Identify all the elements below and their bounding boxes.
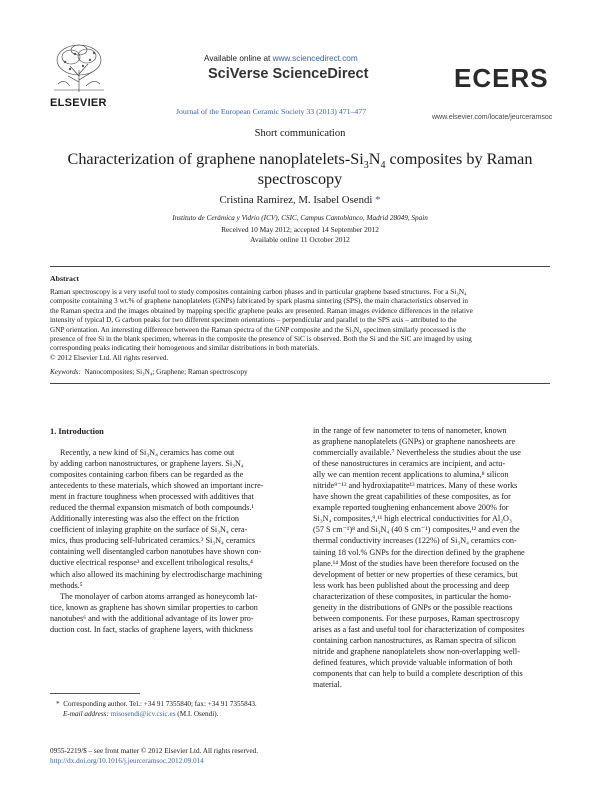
right-column <box>313 425 553 690</box>
text-line: ductive electrical response³ and excellent tribological results,⁴ <box>50 558 253 568</box>
abstract-line: Raman spectroscopy is a very useful tool to study composites containing carbon phases and in particular graphene based structures. For a Si₃N₄ <box>50 288 467 296</box>
text-line: Si₃N₄ composites,⁹,¹¹ high electrical conductivities for Al₂O₃ <box>313 514 512 524</box>
text-line: by adding carbon nanostructures, or graphene layers. Si₃N₄ <box>50 459 244 469</box>
text-line: defined features, which provide valuable information of both <box>313 657 513 667</box>
abstract-line: composite containing 3 wt.% of graphene nanoplatelets (GNPs) fabricated by spark plasma sintering (SPS), the main characteristics observed in <box>50 297 468 306</box>
elsevier-wordmark: ELSEVIER <box>50 97 107 109</box>
text-line: commercially available.⁷ Nevertheless the studies about the use <box>313 448 521 458</box>
corresponding-author-mark[interactable]: * <box>372 194 381 206</box>
text-line: composites containing carbon fibers can be regarded as the <box>50 470 244 480</box>
text-line: The monolayer of carbon atoms arranged as honeycomb lat- <box>60 591 258 601</box>
abstract-line: presence of free Si in the blank specimen, whereas in the composite the presence of SiC is observed. Both the Si and the SiC are imaged by using <box>50 335 472 344</box>
text-line: arises as a fast and useful tool for characterization of composites <box>313 624 525 634</box>
issn-line: 0955-2219/$ – see front matter © 2012 Elsevier Ltd. All rights reserved. <box>50 747 259 755</box>
footnote-rule <box>50 693 140 694</box>
abstract-line: © 2012 Elsevier Ltd. All rights reserved. <box>50 353 169 362</box>
text-line: which also allowed its machining by electrodischarge machining <box>50 569 262 579</box>
author-email-link[interactable]: misosendi@icv.csic.es <box>110 710 176 718</box>
svg-text:ECERS: ECERS <box>454 63 549 91</box>
text-line: Recently, a new kind of Si₃N₄ ceramics has come out <box>60 448 235 457</box>
text-line: methods.⁵ <box>50 580 83 590</box>
text-line: between components. For these purposes, Raman spectroscopy <box>313 613 520 623</box>
section-heading: 1. Introduction <box>50 427 104 436</box>
article-type: Short communication <box>254 128 346 139</box>
text-line: ally we can mention recent applications to alumina,⁸ silicon <box>313 470 509 480</box>
text-line: nitride and graphene nanoplatelets show non-overlapping well- <box>313 646 520 656</box>
text-line: thermal conductivity increases (122%) of Si₃N₄ ceramics con- <box>313 536 517 546</box>
abstract-heading: Abstract <box>50 274 80 283</box>
left-column <box>50 447 290 635</box>
text-line: in the range of few nanometer to tens of nanometer, known <box>313 426 507 435</box>
text-line: have shown the great capabilities of these composites, as for <box>313 492 511 502</box>
text-line: antecedents to these materials, which showed an important incre- <box>50 481 264 491</box>
abstract-body <box>50 288 550 363</box>
text-line: ment in fracture toughness when processed with additives that <box>50 492 254 502</box>
elsevier-tree-logo <box>50 42 108 94</box>
available-online-date: Available online 11 October 2012 <box>250 235 350 244</box>
article-title: Characterization of graphene nanoplatelets-$Si_3N_4$ composites by Raman spectroscopy <box>67 150 533 188</box>
text-line: duction cost. In fact, stacks of graphene layers, with thickness <box>50 624 253 634</box>
text-line: containing carbon nanostructures, as Raman spectra of silicon <box>313 635 516 645</box>
text-line: taining 18 vol.% GNPs for the direction defined by the graphene <box>313 547 525 557</box>
text-line: nanotubes⁶ and with the additional advantage of its lower pro- <box>50 613 254 623</box>
abstract-line: intensity of typical D, G carbon peaks for two different specimen orientations – perpendicular and parallel to the SPS axis – attributed to the <box>50 316 457 325</box>
abstract-line: the Raman spectra and the images obtained by mapping specific graphene peaks are presented. Raman images evidence differences in the relative <box>50 306 473 315</box>
text-line: mics, thus producing self-lubricated ceramics.² Si₃N₄ ceramics <box>50 536 256 546</box>
sciverse-sciencedirect-logo: SciVerse ScienceDirect <box>208 66 369 82</box>
text-line: characterization of these composites, in particular the homo- <box>313 591 512 601</box>
footnote: * Corresponding author. Tel.: +34 91 7355840; fax: +34 91 7355843. E-mail address: misosendi@icv.csic.es (M.I. Osendi). <box>56 700 257 718</box>
text-line: containing well disentangled carbon nanotubes have shown con- <box>50 547 262 557</box>
available-online-line: Available online at www.sciencedirect.com <box>204 54 358 63</box>
affiliation: Instituto de Cerámica y Vidrio (ICV), CSIC, Campus Cantoblanco, Madrid 28049, Spain <box>172 214 428 222</box>
text-line: plane.¹⁴ Most of the studies have been therefore focused on the <box>313 558 520 568</box>
divider <box>50 266 550 267</box>
text-line: development of better or new properties of these ceramics, but <box>313 569 518 579</box>
doi-link[interactable]: http://dx.doi.org/10.1016/j.jeurceramsoc.2012.09.014 <box>50 757 204 765</box>
text-line: tice, known as graphene has shown similar properties to carbon <box>50 602 258 612</box>
sciencedirect-link[interactable]: www.sciencedirect.com <box>272 54 358 63</box>
abstract-line: GNP orientation. An interesting difference between the Raman spectra of the GNP composite and the Si₃N₄ specimen similarly processed is the <box>50 325 467 334</box>
divider <box>50 383 550 384</box>
journal-reference[interactable]: Journal of the European Ceramic Society 33 (2013) 471–477 <box>176 107 367 116</box>
text-line: as graphene nanoplatelets (GNPs) or graphene nanosheets are <box>313 437 516 447</box>
keywords: Keywords: Nanocomposites; Si₃N₄; Graphene; Raman spectroscopy <box>50 368 248 376</box>
text-line: less work has been published about the processing and deep <box>313 580 510 590</box>
text-line: (57 S cm⁻¹)⁸ and Si₃N₄ (40 S cm⁻¹) composites,¹² and even the <box>313 525 520 535</box>
text-line: coefficient of inlaying graphite on the surface of Si₃N₄ cera- <box>50 525 248 535</box>
abstract-line: corresponding peaks indicating their homogenous and similar distributions in both materials. <box>50 344 320 353</box>
text-line: components that can help to build a complete description of this <box>313 669 523 679</box>
text-line: Additionally interesting was also the effect on the friction <box>50 514 240 524</box>
text-line: of these nanostructures in ceramics are incipient, and actu- <box>313 459 506 469</box>
received-dates: Received 10 May 2012; accepted 14 September 2012 <box>221 225 379 234</box>
text-line: example reported toughening enhancement above 200% for <box>313 503 509 513</box>
author-list: Cristina Ramirez, M. Isabel Osendi * <box>219 194 381 206</box>
society-url[interactable]: www.elsevier.com/locate/jeurceramsoc <box>432 114 553 121</box>
text-line: reduced the thermal expansion mismatch of both compounds.¹ <box>50 503 254 513</box>
ecers-logo <box>452 63 556 91</box>
text-line: material. <box>313 680 342 690</box>
text-line: geneity in the distributions of GNPs or the possible reactions <box>313 602 513 612</box>
text-line: nitride⁹⁻¹² and hydroxiapatite¹³ matrices. Many of these works <box>313 481 518 491</box>
